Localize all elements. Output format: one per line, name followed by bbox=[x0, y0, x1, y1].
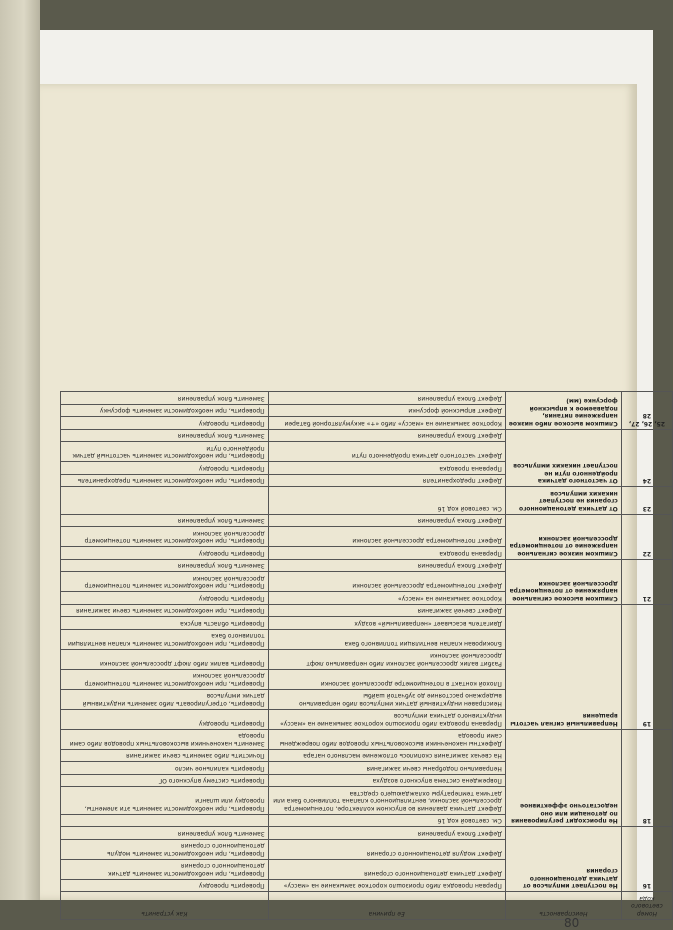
cause-cell: Дефект потенциометра дроссельной заслонки bbox=[268, 572, 505, 592]
cause-cell: Двигатель всасывает «неправильный» воздух bbox=[268, 617, 505, 630]
fault-cell: Неправильный сигнал частоты вращения bbox=[505, 605, 621, 730]
cause-cell: Повреждена система впускного воздуха bbox=[268, 775, 505, 788]
fix-cell: Проверить валик либо люфт дроссельной заслонки bbox=[61, 650, 269, 670]
light-code-cell: 23 bbox=[621, 487, 672, 515]
upside-down-content bbox=[60, 154, 673, 920]
cause-cell: Блокирован клапан вентиляции топливного бака bbox=[268, 630, 505, 650]
table-row bbox=[61, 592, 673, 605]
fix-cell: Проверить, при необходимости заменить свечи зажигания bbox=[61, 605, 269, 618]
fix-cell: Проверить проводку bbox=[61, 462, 269, 475]
fix-cell: Проверить, при необходимости заменить потенциометр дроссельной заслонки bbox=[61, 527, 269, 547]
cause-cell: Дефект предохранителя bbox=[268, 475, 505, 488]
cause-cell: Дефект датчика детонационного сгорания bbox=[268, 860, 505, 880]
cause-cell: Дефект блока управления bbox=[268, 392, 505, 405]
fix-cell: Проверить, при необходимости заменить форсунку bbox=[61, 405, 269, 418]
cause-cell: Дефект блока управления bbox=[268, 827, 505, 840]
fix-cell: Проверить, при необходимости заменить эти элементы, проводку или шланги bbox=[61, 787, 269, 815]
fault-cell: Слишком высокое либо низкое напряжение питания, подаваемое к впрыскной форсунке (мм) bbox=[505, 392, 621, 430]
fix-cell: Проверить, при необходимости заменить потенциометр дроссельной заслонки bbox=[61, 670, 269, 690]
light-code-cell: 18 bbox=[621, 730, 672, 828]
fix-cell: Проверить проводку bbox=[61, 547, 269, 560]
fix-cell bbox=[61, 815, 269, 828]
cause-cell: Дефект блока управления bbox=[268, 560, 505, 573]
cause-cell: Дефект частотного датчика пройденного пути bbox=[268, 442, 505, 462]
table-row bbox=[61, 487, 673, 515]
fix-cell: Проверить проводку bbox=[61, 592, 269, 605]
cause-cell: Дефект впрыскной форсунки bbox=[268, 405, 505, 418]
fix-cell: Проверить проводку bbox=[61, 710, 269, 730]
cause-cell: См. световой код 16 bbox=[268, 815, 505, 828]
cause-cell: Дефект свечей зажигания bbox=[268, 605, 505, 618]
cause-cell: Дефект потенциометра дроссельной заслонки bbox=[268, 527, 505, 547]
light-code-cell: 22 bbox=[621, 515, 672, 560]
fix-cell: Проверить проводку bbox=[61, 880, 269, 893]
table-row bbox=[61, 417, 673, 430]
table-row bbox=[61, 880, 673, 893]
fix-cell: Проверить, при необходимости заменить потенциометр дроссельной заслонки bbox=[61, 572, 269, 592]
table-row bbox=[61, 815, 673, 828]
cause-cell: Неправильно подобраны свечи зажигания bbox=[268, 762, 505, 775]
cause-cell: Прерван проводка либо произошло короткое замыкание на «массу» bbox=[268, 880, 505, 893]
table-row bbox=[61, 710, 673, 730]
cause-cell: Дефект датчика давления во впускном коллекторе, потенциометра дроссельной заслонки, вентиляционного клапана топливного бака или датчика температуры охлаждающего средства bbox=[268, 787, 505, 815]
light-code-cell: 19 bbox=[621, 605, 672, 730]
fix-cell: Заменить наконечники высоковольтных проводов либо сами провода bbox=[61, 730, 269, 750]
cause-cell: Плохой контакт в потенциометре дроссельной заслонки bbox=[268, 670, 505, 690]
fault-cell: Не происходит регулирования по детонации или оно недостаточно эффективное bbox=[505, 730, 621, 828]
header-code: Номер светового кода bbox=[621, 892, 672, 920]
header-cause: Ее причина bbox=[268, 892, 505, 920]
fix-cell: Проверить, при необходимости заменить модуль детонационного сгорания bbox=[61, 840, 269, 860]
cause-cell: Прервана проводка либо произошло короткое замыкание на «массу» индуктивного датчика импульсов bbox=[268, 710, 505, 730]
cause-cell: Дефект блока управления bbox=[268, 430, 505, 443]
fault-cell: Не поступает импульсов от датчика детонационного сгорания bbox=[505, 827, 621, 892]
fix-cell: Заменить блок управления bbox=[61, 392, 269, 405]
table-row bbox=[61, 547, 673, 560]
fault-cell: Слишком высокое сигнальное напряжение от потенциометра дроссельной заслонки bbox=[505, 560, 621, 605]
fix-cell: Проверить, при необходимости заменить частотный датчик пройденного пути bbox=[61, 442, 269, 462]
fault-cell: От датчика детонационного сгорания не поступает никаких импульсов bbox=[505, 487, 621, 515]
table-body bbox=[61, 392, 673, 892]
fix-cell: Заменить блок управления bbox=[61, 560, 269, 573]
cause-cell: Короткое замыкание на «массу» bbox=[268, 592, 505, 605]
fix-cell: Проверить, при необходимости заменить клапан вентиляции топливного бака bbox=[61, 630, 269, 650]
cause-cell: Неисправен индуктивный датчик импульсов либо неправильно выдержано расстояние до зубчатой шайбы bbox=[268, 690, 505, 710]
table-row bbox=[61, 475, 673, 488]
fault-cell: Слишком низкое сигнальное напряжение от потенциометра дроссельной заслонки bbox=[505, 515, 621, 560]
light-code-cell: 21 bbox=[621, 560, 672, 605]
cause-cell: На свечах зажигания скопилось отложение масляного нагара bbox=[268, 750, 505, 763]
light-code-cell: 24 bbox=[621, 430, 672, 488]
fix-cell: Проверить, при необходимости заменить предохранитель bbox=[61, 475, 269, 488]
fix-cell: Почистить либо заменить свечи зажигания bbox=[61, 750, 269, 763]
cause-cell: Дефектны наконечники высоковольтных проводов либо повреждены сами провода bbox=[268, 730, 505, 750]
fix-cell: Проверить проводку bbox=[61, 417, 269, 430]
cause-cell: Разбит валик дроссельной заслонки либо неправильно люфт дроссельной заслонки bbox=[268, 650, 505, 670]
light-code-cell: 16 bbox=[621, 827, 672, 892]
fault-cell: От частотного датчика пройденного пути не поступает никаких импульсов bbox=[505, 430, 621, 488]
fix-cell: Заменить блок управления bbox=[61, 827, 269, 840]
previous-page-edge bbox=[0, 0, 40, 900]
book-page bbox=[40, 84, 665, 930]
cause-cell: Прервана проводка bbox=[268, 547, 505, 560]
cause-cell: Прервана проводка bbox=[268, 462, 505, 475]
fix-cell: Проверить область впуска bbox=[61, 617, 269, 630]
light-code-cell: 25, 26, 27, 28 bbox=[621, 392, 672, 430]
fix-cell: Проверить калильное число bbox=[61, 762, 269, 775]
cause-cell: См. световой код 16 bbox=[268, 487, 505, 515]
fix-cell: Проверить систему впускного ОГ bbox=[61, 775, 269, 788]
cause-cell: Дефект блока управления bbox=[268, 515, 505, 528]
fix-cell bbox=[61, 487, 269, 515]
fix-cell: Заменить блок управления bbox=[61, 515, 269, 528]
fix-cell: Заменить блок управления bbox=[61, 430, 269, 443]
page-number: 80 bbox=[564, 916, 580, 930]
fault-table bbox=[60, 392, 673, 921]
cause-cell: Короткое замыкание на «массу» либо «+» аккумуляторной батареи bbox=[268, 417, 505, 430]
fix-cell: Проверить, отрегулировать либо заменить индуктивный датчик импульсов bbox=[61, 690, 269, 710]
header-fault: Неисправность bbox=[505, 892, 621, 920]
header-fix: Как устранить bbox=[61, 892, 269, 920]
cause-cell: Дефект модуля детонационного сгорания bbox=[268, 840, 505, 860]
table-header-row bbox=[61, 892, 673, 920]
fix-cell: Проверить, при необходимости заменить датчик детонационного сгорания bbox=[61, 860, 269, 880]
